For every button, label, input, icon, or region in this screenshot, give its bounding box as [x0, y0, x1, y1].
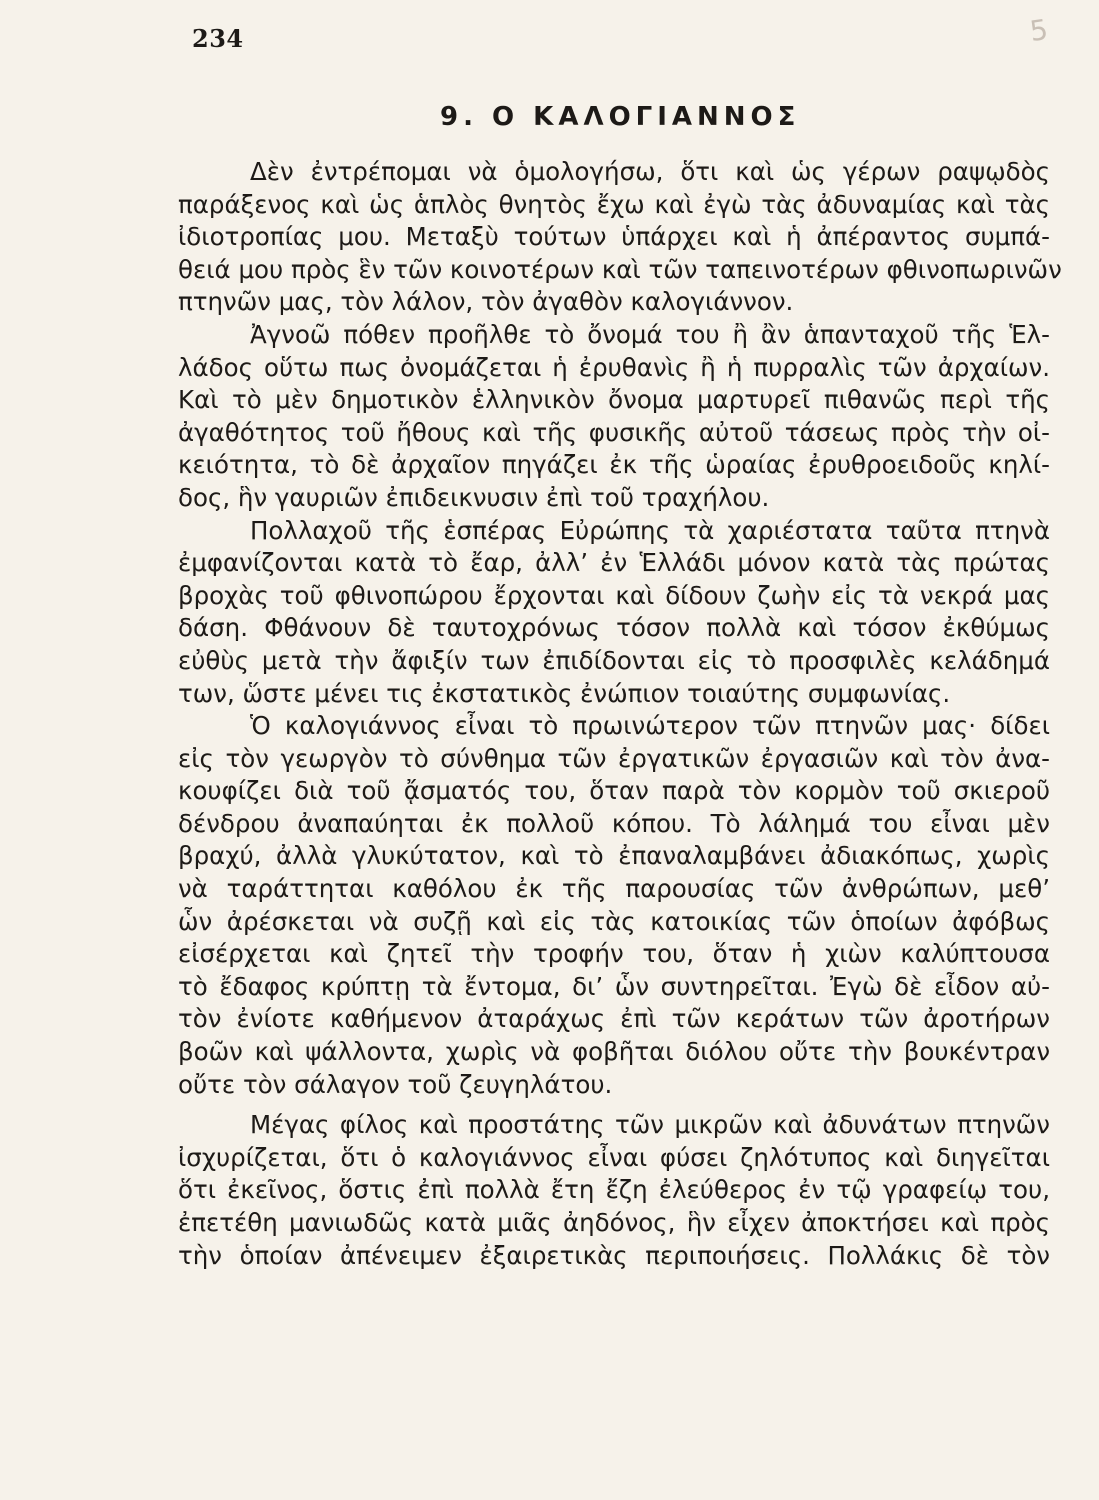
text-line: Καὶ τὸ μὲν δημοτικὸν ἑλληνικὸν ὄνομα μαρτυρεῖ πιθανῶς περὶ τῆς — [178, 385, 1050, 415]
text-line: ἀγαθότητος τοῦ ἤθους καὶ τῆς φυσικῆς αὐτοῦ τάσεως πρὸς τὴν οἰ- — [178, 417, 1050, 447]
text-line: τὸ ἔδαφος κρύπτῃ τὰ ἔντομα, δι’ ὧν συντηρεῖται. Ἐγὼ δὲ εἶδον αὐ- — [178, 971, 1050, 1001]
text-line: δος, ἣν γαυριῶν ἐπιδεικνυσιν ἐπὶ τοῦ τραχήλου. — [178, 482, 770, 512]
text-line: νὰ ταράττηται καθόλου ἐκ τῆς παρουσίας τῶν ἀνθρώπων, μεθ’ — [178, 874, 1050, 904]
text-line: ἰσχυρίζεται, ὅτι ὁ καλογιάννος εἶναι φύσει ζηλότυπος καὶ διηγεῖται — [178, 1142, 1050, 1172]
text-line: κειότητα, τὸ δὲ ἀρχαῖον πηγάζει ἐκ τῆς ὡραίας ἐρυθροειδοῦς κηλί- — [178, 450, 1050, 480]
chapter-title: 9. Ο ΚΑΛΟΓΙΑΝΝΟΣ — [440, 102, 801, 132]
text-line: οὔτε τὸν σάλαγον τοῦ ζευγηλάτου. — [178, 1069, 613, 1099]
text-line: κουφίζει διὰ τοῦ ᾄσματός του, ὅταν παρὰ τὸν κορμὸν τοῦ σκιεροῦ — [178, 776, 1050, 806]
body-text — [178, 156, 1062, 1272]
text-line: εὐθὺς μετὰ τὴν ἄφιξίν των ἐπιδίδονται εἰς τὸ προσφιλὲς κελάδημά — [178, 645, 1050, 675]
text-line: βοῶν καὶ ψάλλοντα, χωρὶς νὰ φοβῆται διόλου οὔτε τὴν βουκέντραν — [178, 1037, 1050, 1067]
corner-pencil-mark: 5 — [1027, 12, 1051, 49]
text-line: Δὲν ἐντρέπομαι νὰ ὁμολογήσω, ὅτι καὶ ὡς γέρων ραψῳδὸς — [250, 157, 1050, 186]
text-line: ὅτι ἐκεῖνος, ὅστις ἐπὶ πολλὰ ἔτη ἔζη ἐλεύθερος ἐν τῷ γραφείῳ του, — [178, 1175, 1050, 1205]
text-line: Πολλαχοῦ τῆς ἑσπέρας Εὐρώπης τὰ χαριέστατα ταῦτα πτηνὰ — [250, 515, 1050, 545]
text-line: πτηνῶν μας, τὸν λάλον, τὸν ἀγαθὸν καλογιάννον. — [178, 287, 794, 317]
text-line: Ὁ καλογιάννος εἶναι τὸ πρωινώτερον τῶν πτηνῶν μας· δίδει — [250, 711, 1050, 741]
text-line: θειά μου πρὸς ἓν τῶν κοινοτέρων καὶ τῶν ταπεινοτέρων φθινοπωρινῶν — [178, 254, 1062, 284]
text-line: των, ὥστε μένει τις ἐκστατικὸς ἐνώπιον τοιαύτης συμφωνίας. — [178, 678, 951, 708]
text-line: δάση. Φθάνουν δὲ ταυτοχρόνως τόσον πολλὰ καὶ τόσον ἐκθύμως — [178, 613, 1050, 643]
text-line: ἐμφανίζονται κατὰ τὸ ἔαρ, ἀλλ’ ἐν Ἑλλάδι μόνον κατὰ τὰς πρώτας — [178, 548, 1050, 578]
text-line: βροχὰς τοῦ φθινοπώρου ἔρχονται καὶ δίδουν ζωὴν εἰς τὰ νεκρά μας — [178, 580, 1050, 610]
text-line: τὴν ὁποίαν ἀπένειμεν ἐξαιρετικὰς περιποιήσεις. Πολλάκις δὲ τὸν — [178, 1240, 1050, 1270]
page-number: 234 — [192, 24, 244, 53]
text-line: Ἀγνοῶ πόθεν προῆλθε τὸ ὄνομά του ἢ ἂν ἁπανταχοῦ τῆς Ἑλ- — [250, 319, 1050, 349]
text-line: ἐπετέθη μανιωδῶς κατὰ μιᾶς ἀηδόνος, ἣν εἶχεν ἀποκτήσει καὶ πρὸς — [178, 1208, 1050, 1237]
text-line: εἰς τὸν γεωργὸν τὸ σύνθημα τῶν ἐργατικῶν ἐργασιῶν καὶ τὸν ἀνα- — [178, 743, 1050, 773]
text-line: τὸν ἐνίοτε καθήμενον ἀταράχως ἐπὶ τῶν κεράτων τῶν ἀροτήρων — [178, 1004, 1050, 1034]
text-line: εἰσέρχεται καὶ ζητεῖ τὴν τροφήν του, ὅταν ἡ χιὼν καλύπτουσα — [178, 939, 1050, 969]
text-line: ὧν ἀρέσκεται νὰ συζῇ καὶ εἰς τὰς κατοικίας τῶν ὁποίων ἀφόβως — [178, 906, 1050, 936]
text-line: Μέγας φίλος καὶ προστάτης τῶν μικρῶν καὶ ἀδυνάτων πτηνῶν — [250, 1110, 1050, 1140]
text-line: δένδρου ἀναπαύηται ἐκ πολλοῦ κόπου. Τὸ λάλημά του εἶναι μὲν — [178, 808, 1050, 838]
text-line: λάδος οὕτω πως ὀνομάζεται ἡ ἐρυθανὶς ἢ ἡ πυρραλὶς τῶν ἀρχαίων. — [178, 352, 1050, 382]
text-line: ἰδιοτροπίας μου. Μεταξὺ τούτων ὑπάρχει καὶ ἡ ἀπέραντος συμπά- — [178, 222, 1050, 252]
text-line: βραχύ, ἀλλὰ γλυκύτατον, καὶ τὸ ἐπαναλαμβάνει ἀδιακόπως, χωρὶς — [178, 841, 1050, 871]
text-line: παράξενος καὶ ὡς ἁπλὸς θνητὸς ἔχω καὶ ἐγὼ τὰς ἀδυναμίας καὶ τὰς — [178, 189, 1050, 219]
